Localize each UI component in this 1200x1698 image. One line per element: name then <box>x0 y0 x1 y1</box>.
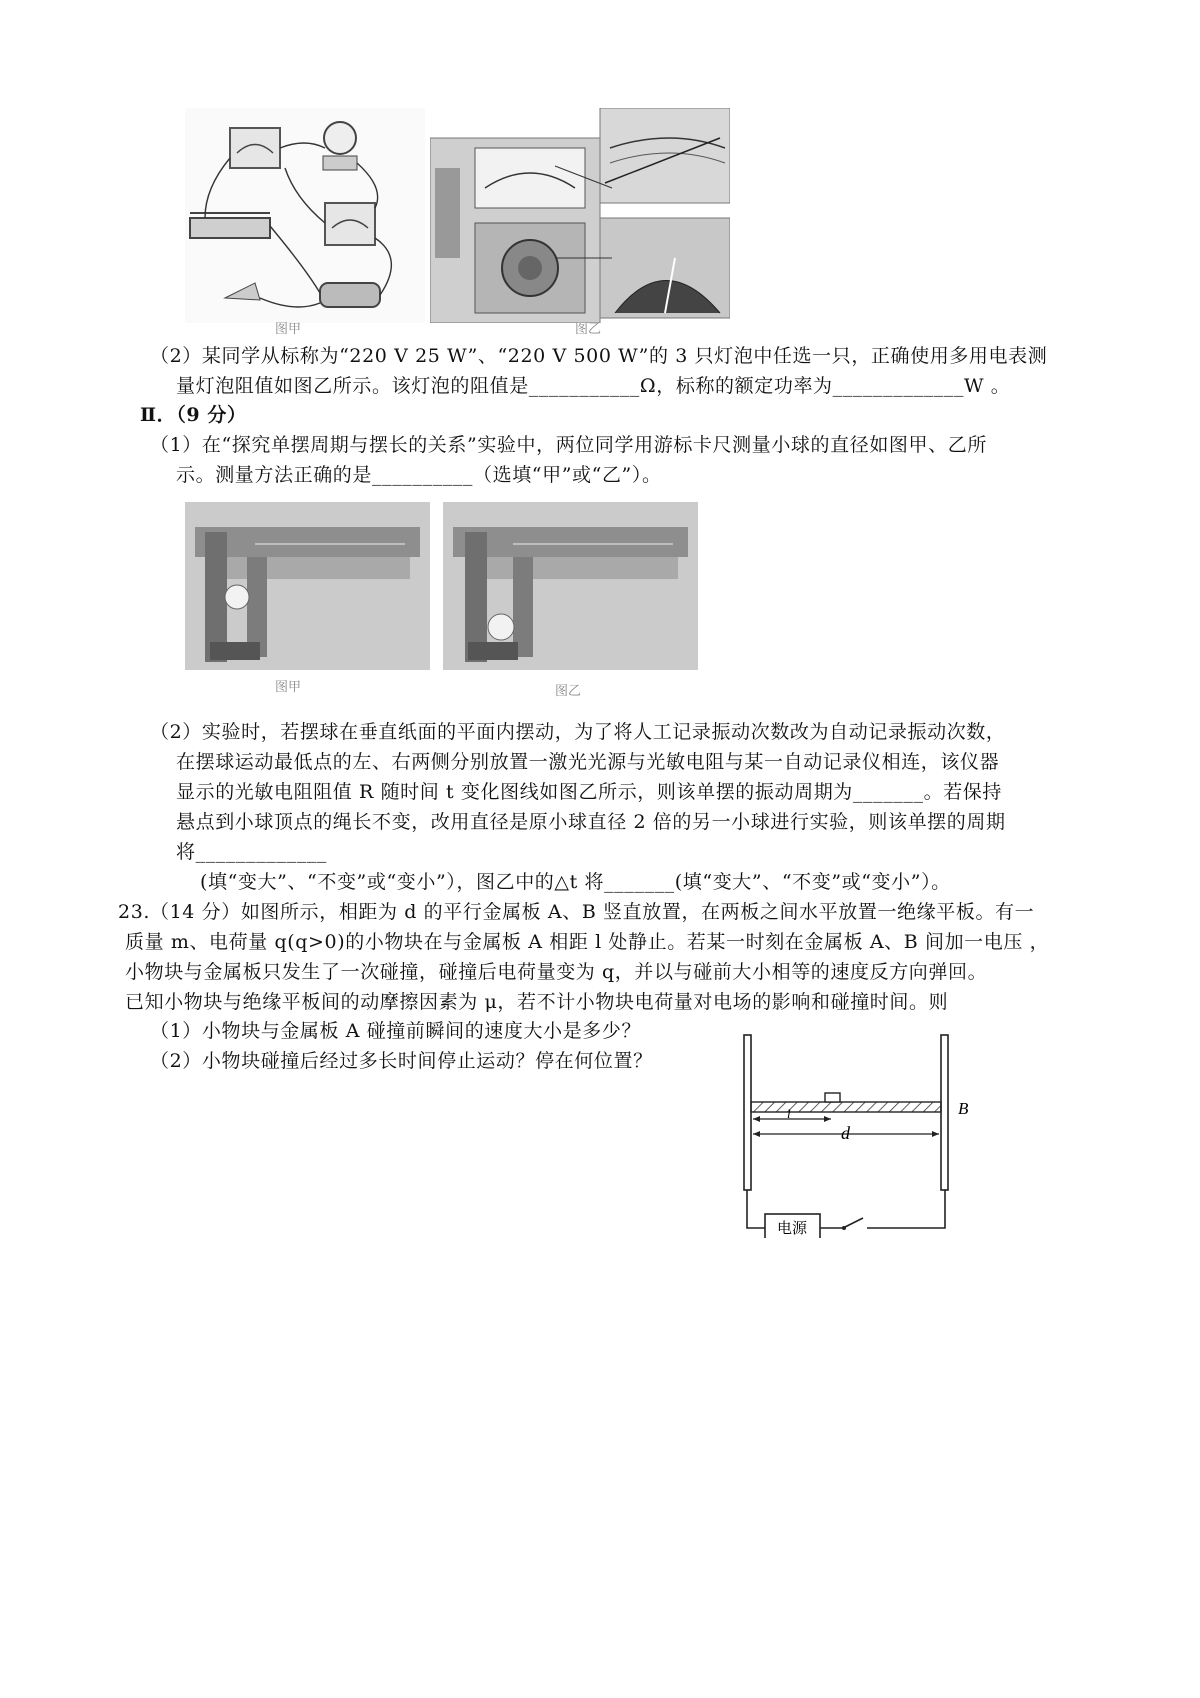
q-II-2-line5: 将_____________ <box>176 841 327 863</box>
figure1-caption-right: 图乙 <box>575 322 602 337</box>
plate-A <box>744 1035 751 1190</box>
section-II-heading: Ⅱ．（9 分） <box>140 404 247 426</box>
switch[interactable] <box>845 1218 863 1227</box>
small-block <box>825 1093 840 1102</box>
q-I-2-line2: 量灯泡阻值如图乙所示。该灯泡的阻值是___________Ω，标称的额定功率为_____________W 。 <box>176 375 1011 397</box>
q-II-2-line3: 显示的光敏电阻阻值 R 随时间 t 变化图线如图乙所示，则该单摆的振动周期为_______。若保持 <box>176 781 1003 803</box>
q-I-2-line1: （2）某同学从标称为“220 V 25 W”、“220 V 500 W”的 3 只灯泡中任选一只，正确使用多用电表测 <box>150 345 1048 367</box>
label-B: B <box>958 1099 969 1118</box>
q23-sub2: （2）小物块碰撞后经过多长时间停止运动？停在何位置？ <box>150 1050 653 1072</box>
caliper-photo-left <box>185 502 430 670</box>
power-label: 电源 <box>777 1219 808 1237</box>
q-II-1-line1: （1）在“探究单摆周期与摆长的关系”实验中，两位同学用游标卡尺测量小球的直径如图甲、乙所 <box>150 434 987 456</box>
q23-line1: 23.（14 分）如图所示，相距为 d 的平行金属板 A、B 竖直放置，在两板之间水平放置一绝缘平板。有一 <box>118 901 1035 923</box>
plate-B <box>941 1035 948 1190</box>
label-d: d <box>841 1123 850 1143</box>
plates-diagram <box>735 1028 995 1238</box>
q-II-2-line6: (填“变大”、“不变”或“变小”），图乙中的△t 将_______(填“变大”、“不变”或“变小”）。 <box>200 871 951 893</box>
caliper-photo-right <box>443 502 698 670</box>
figure2-caption-right: 图乙 <box>555 684 582 699</box>
q-II-2-line1: （2）实验时，若摆球在垂直纸面的平面内摆动，为了将人工记录振动次数改为自动记录振动次数， <box>150 721 1006 743</box>
q-II-2-line4: 悬点到小球顶点的绳长不变，改用直径是原小球直径 2 倍的另一小球进行实验，则该单摆的周期 <box>176 811 1006 833</box>
q23-line2: 质量 m、电荷量 q(q>0)的小物块在与金属板 A 相距 l 处静止。若某一时刻在金属板 A、B 间加一电压 ， <box>125 931 1050 953</box>
q-II-2-line2: 在摆球运动最低点的左、右两侧分别放置一激光光源与光敏电阻与某一自动记录仪相连，该仪器 <box>176 751 1000 773</box>
q23-sub1: （1）小物块与金属板 A 碰撞前瞬间的速度大小是多少？ <box>150 1020 642 1042</box>
figure1-caption-left: 图甲 <box>275 322 302 337</box>
label-l: l <box>787 1106 791 1121</box>
multimeter-photo <box>430 108 730 323</box>
figure1 <box>185 108 745 340</box>
figure2 <box>185 502 705 702</box>
circuit-photo <box>185 108 425 323</box>
q23-line3: 小物块与金属板只发生了一次碰撞，碰撞后电荷量变为 q，并以与碰前大小相等的速度反方向弹回。 <box>125 961 988 983</box>
q-II-1-line2: 示。测量方法正确的是__________（选填“甲”或“乙”）。 <box>176 464 662 486</box>
q23-line4: 已知小物块与绝缘平板间的动摩擦因素为 μ，若不计小物块电荷量对电场的影响和碰撞时间。则 <box>125 991 949 1013</box>
insulating-board <box>751 1102 941 1112</box>
figure2-caption-left: 图甲 <box>275 680 302 695</box>
